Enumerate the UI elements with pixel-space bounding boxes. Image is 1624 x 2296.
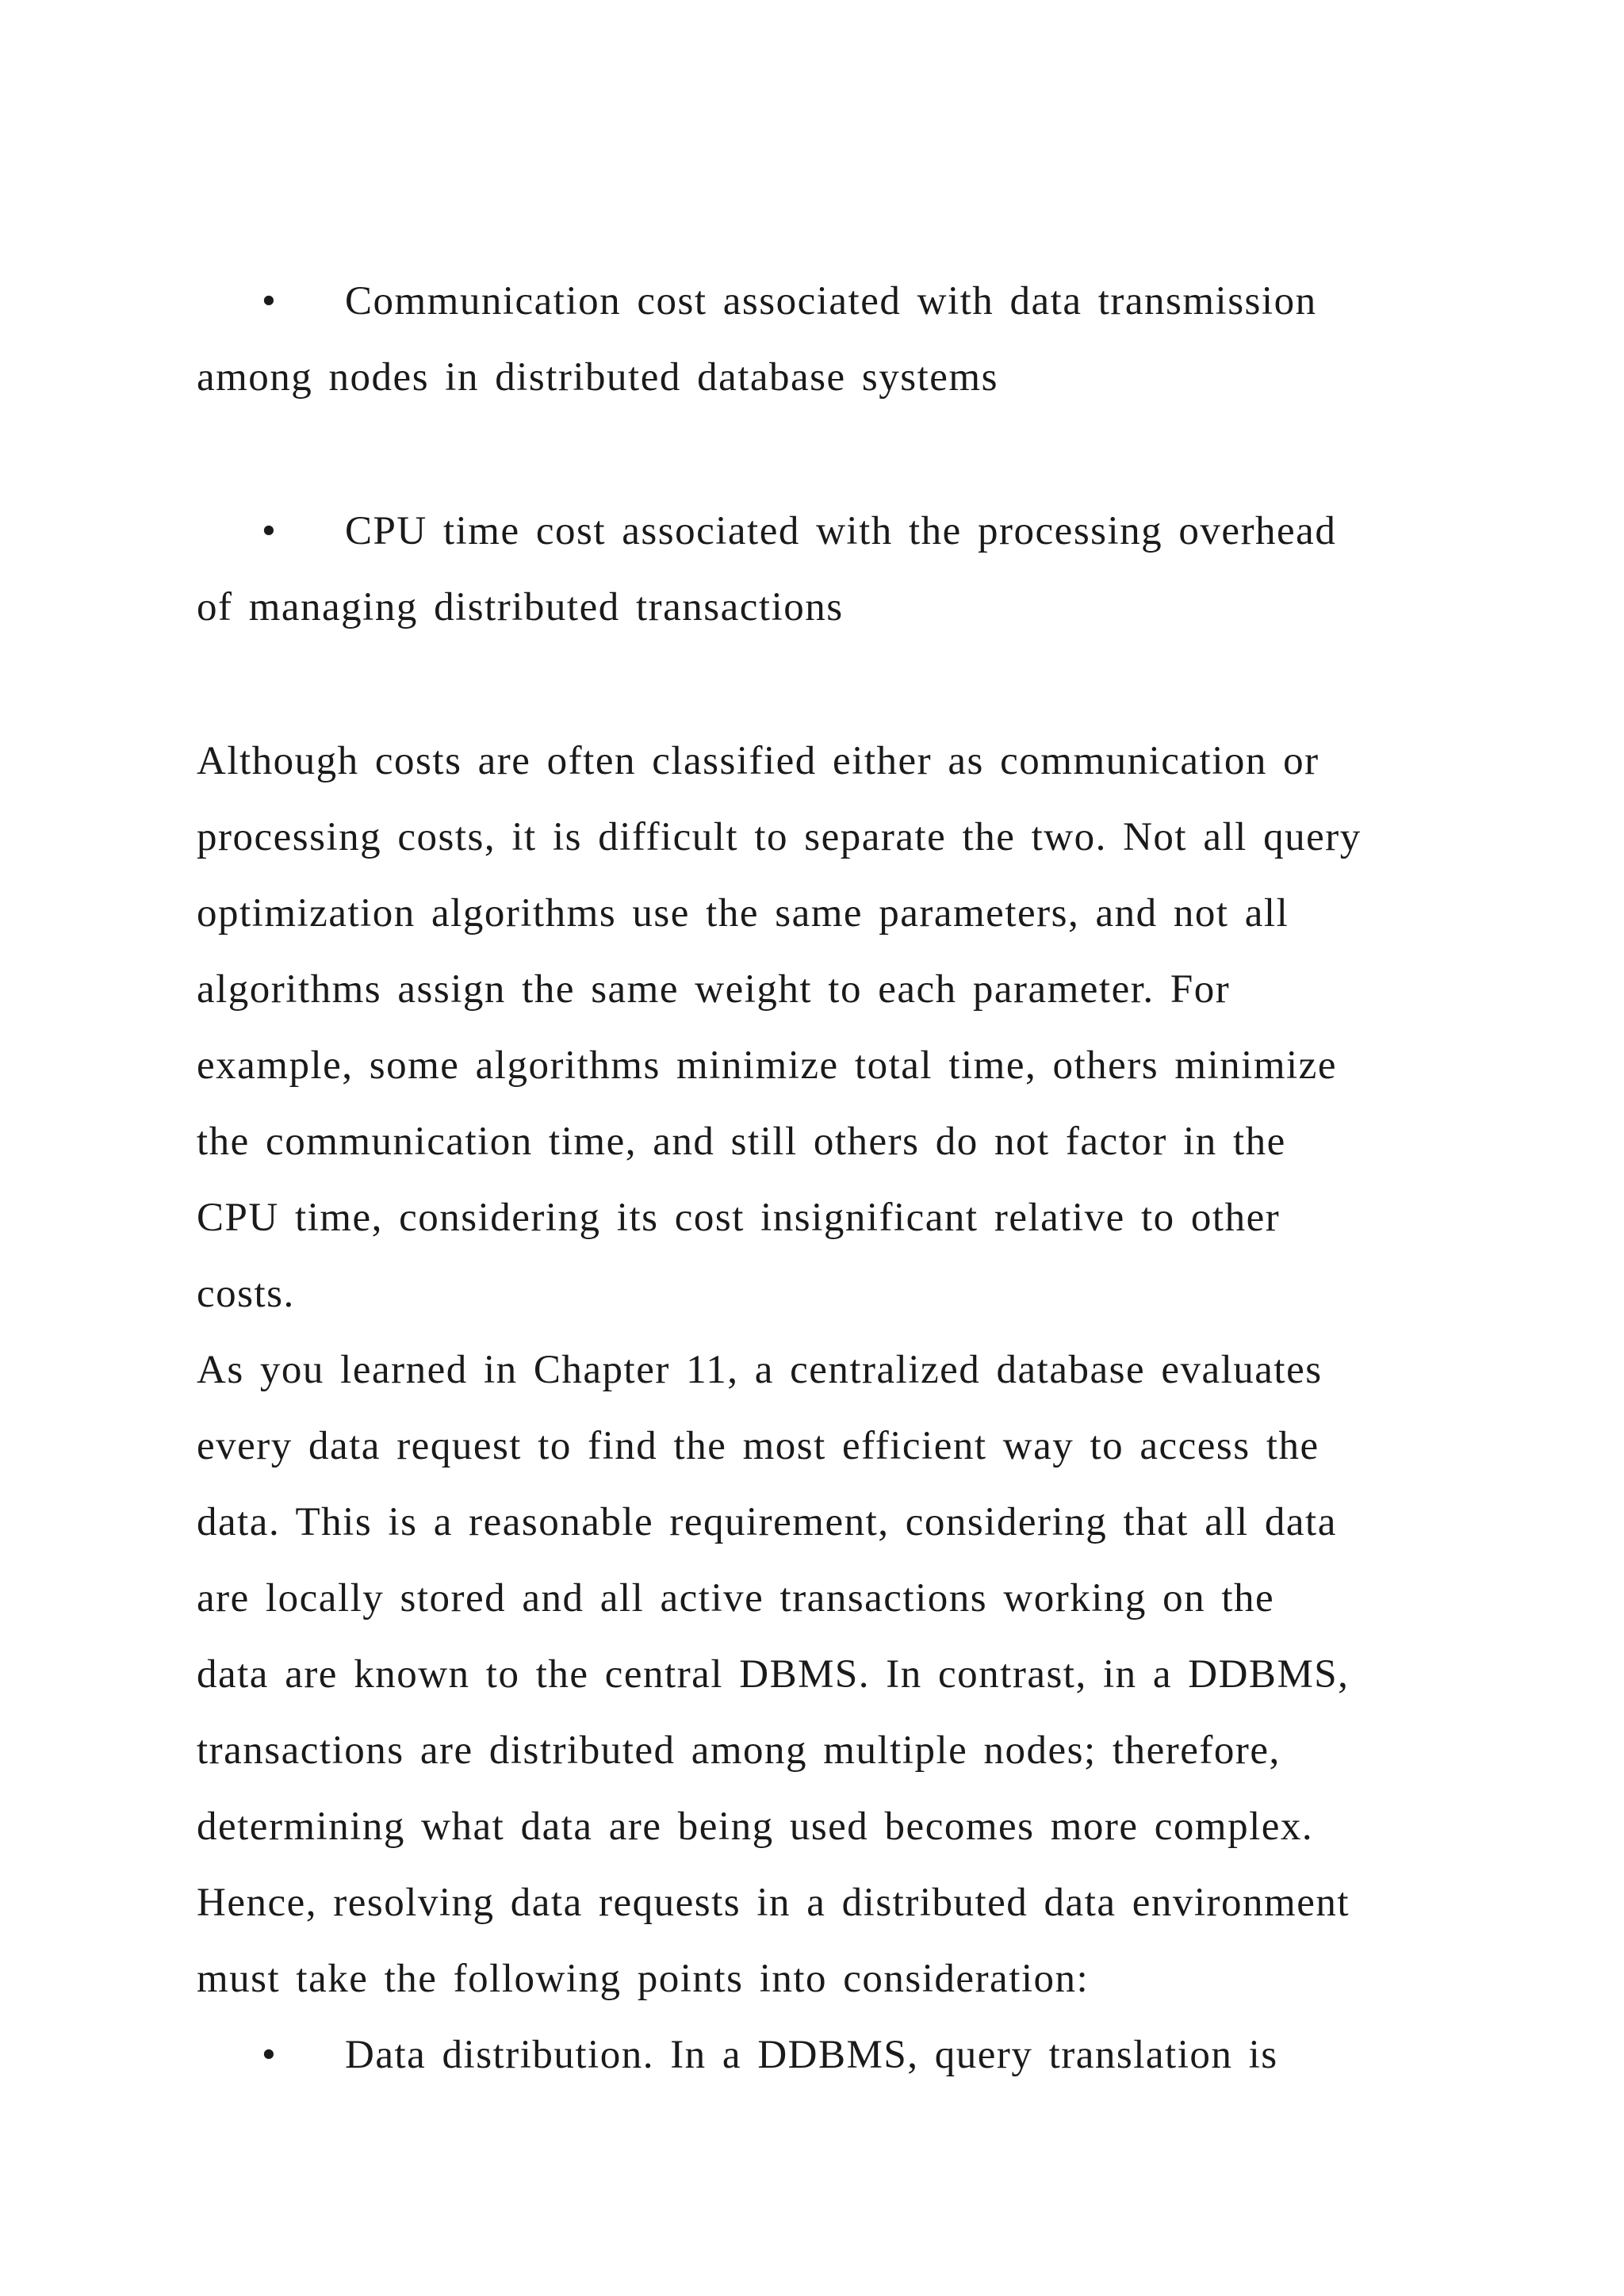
bullet-1-line-2: among nodes in distributed database systems [197, 355, 998, 400]
paragraph-1-line-6: the communication time, and still others do not factor in the [197, 1119, 1286, 1164]
paragraph-1-line-1: Although costs are often classified either as communication or [197, 739, 1320, 783]
bullet-2-line-1: CPU time cost associated with the processing overhead [345, 509, 1337, 553]
paragraph-1-line-7: CPU time, considering its cost insignificant relative to other [197, 1196, 1281, 1240]
paragraph-1-line-5: example, some algorithms minimize total time, others minimize [197, 1043, 1337, 1088]
bullet-marker-2: • [262, 509, 276, 553]
paragraph-2-line-9: must take the following points into consideration: [197, 1957, 1090, 2001]
paragraph-2-line-2: every data request to find the most efficient way to access the [197, 1424, 1320, 1468]
paragraph-2-line-6: transactions are distributed among multiple nodes; therefore, [197, 1728, 1281, 1773]
bullet-marker-1: • [262, 279, 276, 323]
paragraph-1-line-8: costs. [197, 1272, 295, 1316]
paragraph-2-line-8: Hence, resolving data requests in a distributed data environment [197, 1881, 1350, 1925]
bullet-1-line-1: Communication cost associated with data transmission [345, 279, 1317, 323]
bullet-3-line-1: Data distribution. In a DDBMS, query translation is [345, 2033, 1278, 2077]
paragraph-2-line-3: data. This is a reasonable requirement, considering that all data [197, 1500, 1337, 1544]
paragraph-2-line-5: data are known to the central DBMS. In contrast, in a DDBMS, [197, 1652, 1350, 1697]
paragraph-2-line-7: determining what data are being used becomes more complex. [197, 1804, 1314, 1849]
paragraph-1-line-2: processing costs, it is difficult to separate the two. Not all query [197, 815, 1362, 859]
paragraph-2-line-1: As you learned in Chapter 11, a centralized database evaluates [197, 1348, 1323, 1392]
bullet-2-line-2: of managing distributed transactions [197, 585, 844, 629]
paragraph-1-line-4: algorithms assign the same weight to each parameter. For [197, 967, 1231, 1012]
paragraph-1-line-3: optimization algorithms use the same parameters, and not all [197, 891, 1289, 936]
bullet-marker-3: • [262, 2033, 276, 2077]
paragraph-2-line-4: are locally stored and all active transactions working on the [197, 1576, 1275, 1621]
